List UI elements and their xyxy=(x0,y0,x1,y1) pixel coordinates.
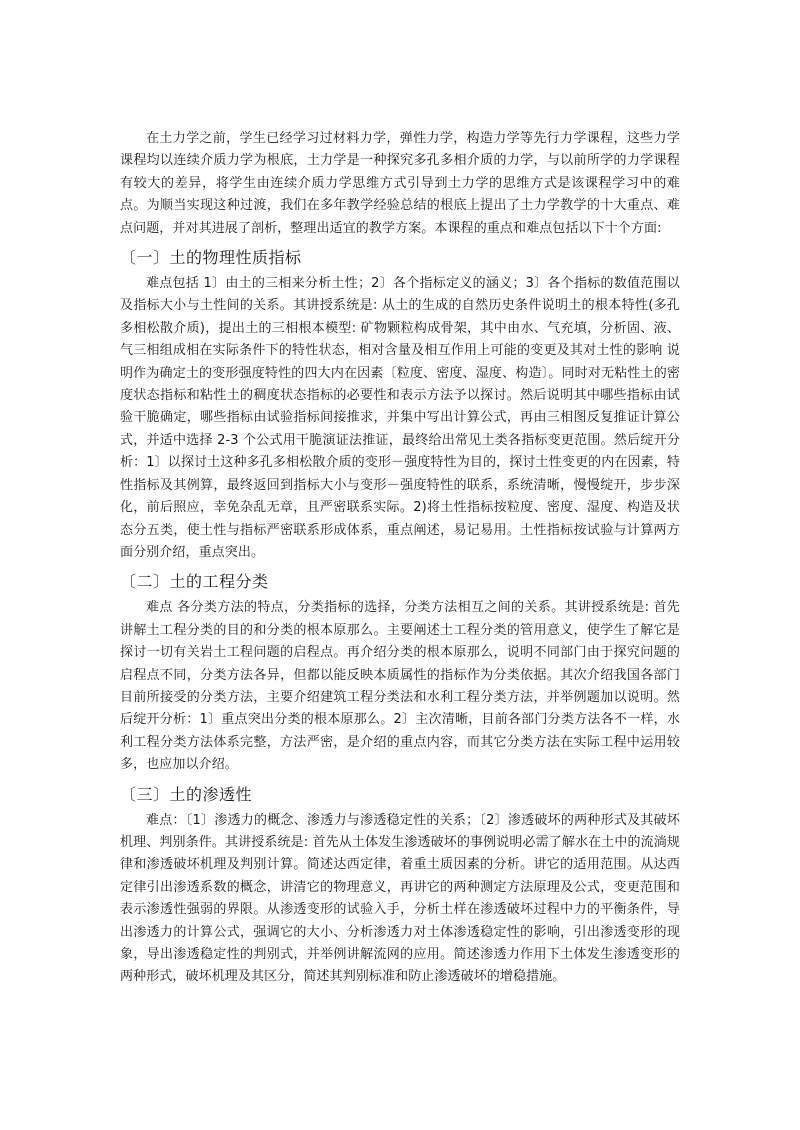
section-body-physical-properties: 难点包括 1〕由土的三相来分析土性；2〕各个指标定义的涵义；3〕各个指标的数值范围以及指标大小与土性间的关系。其讲授系统是: 从土的生成的自然历史条件说明土的根本特性(多孔多相松散介质)，提出土的三相根本模型: 矿物颗粒构成骨架，其中由水、气充填，分析固、液、气三相组成相在实际条件下的特性状态，相对含量及相互作用上可能的变更及其对土性的影响 说明作为确定土的变形强度特性的四大内在因素〔粒度、密度、湿度、构造〕。同时对无粘性土的密度状态指标和粘性土的稠度状态指标的必要性和表示方法予以探讨。然后说明其中哪些指标由试验干脆确定，哪些指标由试验指标间接推求，并集中写出计算公式，再由三相图反复推证计算公式，并适中选择 2-3 个公式用干脆演证法推证，最终给出常见土类各指标变更范围。然后绽开分析：1〕以探讨土这种多孔多相松散介质的变形－强度特性为目的，探讨土性变更的内在因素，特性指标及其例算，最终返回到指标大小与变形－强度特性的联系，系统清晰，慢慢绽开，步步深化，前后照应，幸免杂乱无章，且严密联系实际。2)将土性指标按粒度、密度、湿度、构造及状态分五类，使土性与指标严密联系形成体系，重点阐述，易记易用。土性指标按试验与计算两方面分别介绍，重点突出。 xyxy=(120,276,680,560)
section-body-engineering-classification: 难点 各分类方法的特点，分类指标的选择，分类方法相互之间的关系。其讲授系统是: 首先讲解土工程分类的目的和分类的根本原那么。主要阐述土工程分类的管用意义，使学生了解它是探讨一切有关岩土工程问题的启程点。再介绍分类的根本原那么，说明不同部门由于探究问题的启程点不同，分类方法各异，但都以能反映本质属性的指标作为分类依据。其次介绍我国各部门目前所接受的分类方法，主要介绍建筑工程分类法和水利工程分类方法，并举例题加以说明。然后绽开分析：1〕重点突出分类的根本原那么。2〕主次清晰，目前各部门分类方法各不一样，水利工程分类方法体系完整，方法严密，是介绍的重点内容，而其它分类方法在实际工程中运用较多，也应加以介绍。 xyxy=(120,600,680,773)
document-page xyxy=(120,128,680,989)
section-body-permeability: 难点：〔1〕渗透力的概念、渗透力与渗透稳定性的关系；〔2〕渗透破坏的两种形式及其破坏机理、判别条件。其讲授系统是: 首先从土体发生渗透破坏的事例说明必需了解水在土中的流淌规律和渗透破坏机理及判别计算。简述达西定律，着重土质因素的分析。讲它的适用范围。从达西定律引出渗透系数的概念，讲清它的物理意义，再讲它的两种测定方法原理及公式，变更范围和表示渗透性强弱的界限。从渗透变形的试验入手，分析土样在渗透破坏过程中力的平衡条件，导出渗透力的计算公式，强调它的大小、分析渗透力对土体渗透稳定性的影响，引出渗透变形的现象，导出渗透稳定性的判别式，并举例讲解流网的应用。简述渗透力作用下土体发生渗透变形的两种形式，破坏机理及其区分，简述其判别标准和防止渗透破坏的增稳措施。 xyxy=(120,812,680,985)
intro-paragraph: 在土力学之前，学生已经学习过材料力学，弹性力学，构造力学等先行力学课程，这些力学课程均以连续介质力学为根底，土力学是一种探究多孔多相介质的力学，与以前所学的力学课程有较大的差异，将学生由连续介质力学思维方式引导到土力学的思维方式是该课程学习中的难点。为顺当实现这种过渡，我们在多年教学经验总结的根底上提出了土力学教学的十大重点、难点问题，并对其进展了剖析，整理出适宜的教学方案。本课程的重点和难点包括以下十个方面: xyxy=(120,131,680,236)
section-heading-engineering-classification: 〔二〕土的工程分类 xyxy=(120,572,269,592)
section-heading-physical-properties: 〔一〕土的物理性质指标 xyxy=(120,248,302,268)
section-heading-permeability: 〔三〕土的渗透性 xyxy=(120,784,253,804)
